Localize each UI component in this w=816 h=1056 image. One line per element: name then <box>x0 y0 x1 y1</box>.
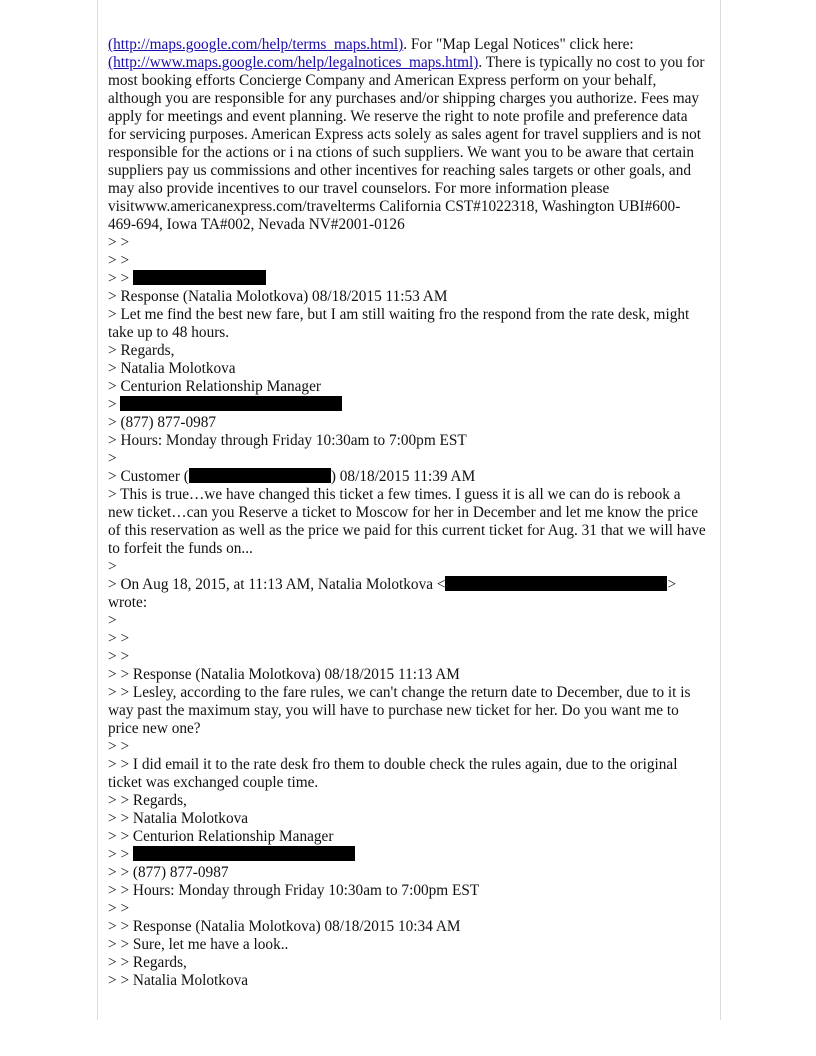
customer-label: > Customer ( <box>108 468 189 485</box>
quote-line: > <box>108 450 117 467</box>
customer-header <box>108 468 708 486</box>
response-header: > > Response (Natalia Molotkova) 08/18/2015 11:13 AM <box>108 666 460 683</box>
attribution-wrote: wrote: <box>108 594 148 611</box>
quote-line-redacted <box>108 270 708 288</box>
attribution-text: > On Aug 18, 2015, at 11:13 AM, Natalia Molotkova < <box>108 576 446 593</box>
signature-name: > > Natalia Molotkova <box>108 810 249 827</box>
legal-text-1: . For "Map Legal Notices" click here: <box>403 36 634 53</box>
response-header: > > Response (Natalia Molotkova) 08/18/2015 10:34 AM <box>108 918 461 935</box>
signature-title: > Centurion Relationship Manager <box>108 378 321 395</box>
redaction-bar <box>120 396 342 411</box>
quote-line: > > <box>108 738 130 755</box>
quote-marker: > > <box>108 270 133 287</box>
signoff: > > Regards, <box>108 792 187 809</box>
message-body: > Let me find the best new fare, but I am still waiting fro the respond from the rate desk, might take up to 48 hours. <box>108 306 690 341</box>
signature-redacted <box>108 846 708 864</box>
quote-line: > > <box>108 648 130 665</box>
attribution-close: > <box>667 576 677 593</box>
quote-line: > > <box>108 234 130 251</box>
message-body: > This is true…we have changed this ticket a few times. I guess it is all we can do is rebook a new ticket…can you Reserve a ticket to Moscow for her in December and let me know the price of this reservation as well as the price we paid for this current ticket for Aug. 31 that we will have to forfeit the funds on... <box>108 486 706 557</box>
email-document <box>108 36 708 990</box>
redaction-bar <box>133 270 266 285</box>
message-body: > > I did email it to the rate desk fro them to double check the rules again, due to the original ticket was exchanged couple time. <box>108 756 678 791</box>
signature-phone: > (877) 877-0987 <box>108 414 217 431</box>
redaction-bar <box>189 468 331 483</box>
message-body: > > Sure, let me have a look.. <box>108 936 289 953</box>
quote-line: > > <box>108 630 130 647</box>
quote-line: > <box>108 612 117 629</box>
quote-line: > > <box>108 900 130 917</box>
legal-notice-paragraph <box>108 36 708 234</box>
legal-text-2: . There is typically no cost to you for most booking efforts Concierge Company and American Express perform on your behalf, although you are responsible for any purchases and/or shipping charges you authorize. Fees may apply for meetings and event planning. We reserve the right to note profile and preference data for servicing purposes. American Express acts solely as sales agent for travel suppliers and is not responsible for the actions or i na ctions of such suppliers. We want you to be aware that certain suppliers pay us commissions and other incentives for reaching sales targets or other goals, and may also provide incentives to our travel counselors. For more information please visitwww.americanexpress.com/travelterms California CST#1022318, Washington UBI#600-469-694, Iowa TA#002, Nevada NV#2001-0126 <box>108 54 705 233</box>
quote-line: > <box>108 558 117 575</box>
terms-maps-link[interactable]: (http://maps.google.com/help/terms_maps.html) <box>108 36 404 53</box>
signoff: > Regards, <box>108 342 175 359</box>
signature-redacted <box>108 396 708 414</box>
redaction-bar <box>133 846 355 861</box>
signature-name: > > Natalia Molotkova <box>108 972 249 989</box>
redaction-bar <box>445 576 667 591</box>
quote-marker: > > <box>108 846 133 863</box>
quoted-attribution <box>108 576 708 594</box>
response-header: > Response (Natalia Molotkova) 08/18/2015 11:53 AM <box>108 288 448 305</box>
quote-marker: > <box>108 396 121 413</box>
legal-notices-link[interactable]: (http://www.maps.google.com/help/legalnotices_maps.html) <box>108 54 479 71</box>
signoff: > > Regards, <box>108 954 187 971</box>
customer-timestamp: ) 08/18/2015 11:39 AM <box>330 468 476 485</box>
signature-phone: > > (877) 877-0987 <box>108 864 229 881</box>
signature-title: > > Centurion Relationship Manager <box>108 828 334 845</box>
signature-hours: > Hours: Monday through Friday 10:30am to 7:00pm EST <box>108 432 467 449</box>
signature-name: > Natalia Molotkova <box>108 360 236 377</box>
signature-hours: > > Hours: Monday through Friday 10:30am to 7:00pm EST <box>108 882 480 899</box>
message-body: > > Lesley, according to the fare rules, we can't change the return date to December, due to it is way past the maximum stay, you will have to purchase new ticket for her. Do you want me to price new one? <box>108 684 691 737</box>
quote-line: > > <box>108 252 130 269</box>
